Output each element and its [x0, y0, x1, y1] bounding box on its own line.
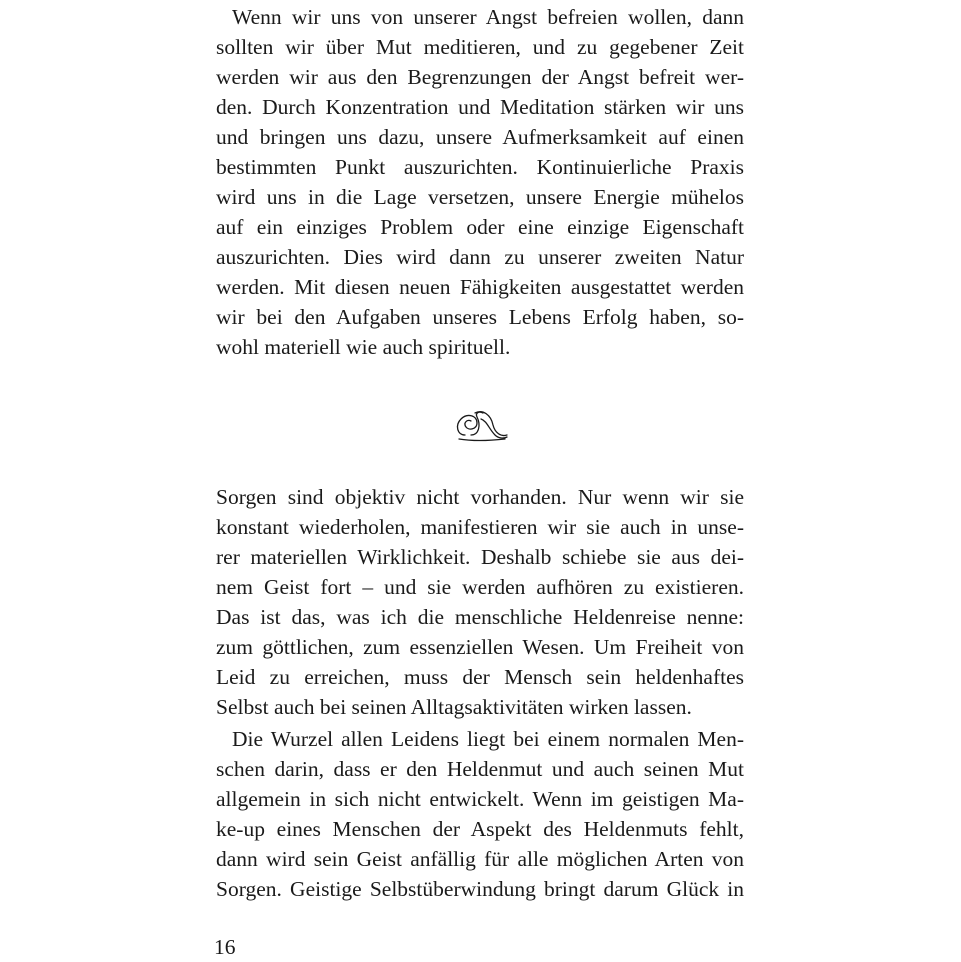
text-line: auf ein einziges Problem oder eine einzige Eigenschaft [216, 215, 744, 239]
text-line: zum göttlichen, zum essenziellen Wesen. Um Freiheit von [216, 635, 744, 659]
text-line: wird uns in die Lage versetzen, unsere Energie mühelos [216, 185, 744, 209]
text-line: wir bei den Aufgaben unseres Lebens Erfolg haben, so- [216, 305, 744, 329]
text-line: Sorgen. Geistige Selbstüberwindung bringt darum Glück in [216, 877, 744, 901]
text-line: nem Geist fort – und sie werden aufhören zu existieren. [216, 575, 744, 599]
text-line: werden. Mit diesen neuen Fähigkeiten ausgestattet werden [216, 275, 744, 299]
text-line: schen darin, dass er den Heldenmut und auch seinen Mut [216, 757, 744, 781]
text-line: bestimmten Punkt auszurichten. Kontinuierliche Praxis [216, 155, 744, 179]
text-line: auszurichten. Dies wird dann zu unserer zweiten Natur [216, 245, 744, 269]
text-line: Das ist das, was ich die menschliche Heldenreise nenne: [216, 605, 744, 629]
text-line: rer materiellen Wirklichkeit. Deshalb schiebe sie aus dei- [216, 545, 744, 569]
text-line: den. Durch Konzentration und Meditation stärken wir uns [216, 95, 744, 119]
flourish-ornament-icon [451, 405, 509, 445]
text-line: Sorgen sind objektiv nicht vorhanden. Nur wenn wir sie [216, 485, 744, 509]
text-line: dann wird sein Geist anfällig für alle möglichen Arten von [216, 847, 744, 871]
text-line: Selbst auch bei seinen Alltagsaktivitäten wirken lassen. [216, 695, 692, 719]
text-line: ke-up eines Menschen der Aspekt des Heldenmuts fehlt, [216, 817, 744, 841]
text-line: Die Wurzel allen Leidens liegt bei einem normalen Men- [232, 727, 744, 751]
text-line: allgemein in sich nicht entwickelt. Wenn im geistigen Ma- [216, 787, 744, 811]
page-number: 16 [214, 935, 236, 959]
text-line: werden wir aus den Begrenzungen der Angst befreit wer- [216, 65, 744, 89]
text-line: und bringen uns dazu, unsere Aufmerksamkeit auf einen [216, 125, 744, 149]
text-line: konstant wiederholen, manifestieren wir sie auch in unse- [216, 515, 744, 539]
text-line: wohl materiell wie auch spirituell. [216, 335, 511, 359]
text-line: Wenn wir uns von unserer Angst befreien wollen, dann [232, 5, 744, 29]
text-line: sollten wir über Mut meditieren, und zu gegebener Zeit [216, 35, 744, 59]
text-line: Leid zu erreichen, muss der Mensch sein heldenhaftes [216, 665, 744, 689]
